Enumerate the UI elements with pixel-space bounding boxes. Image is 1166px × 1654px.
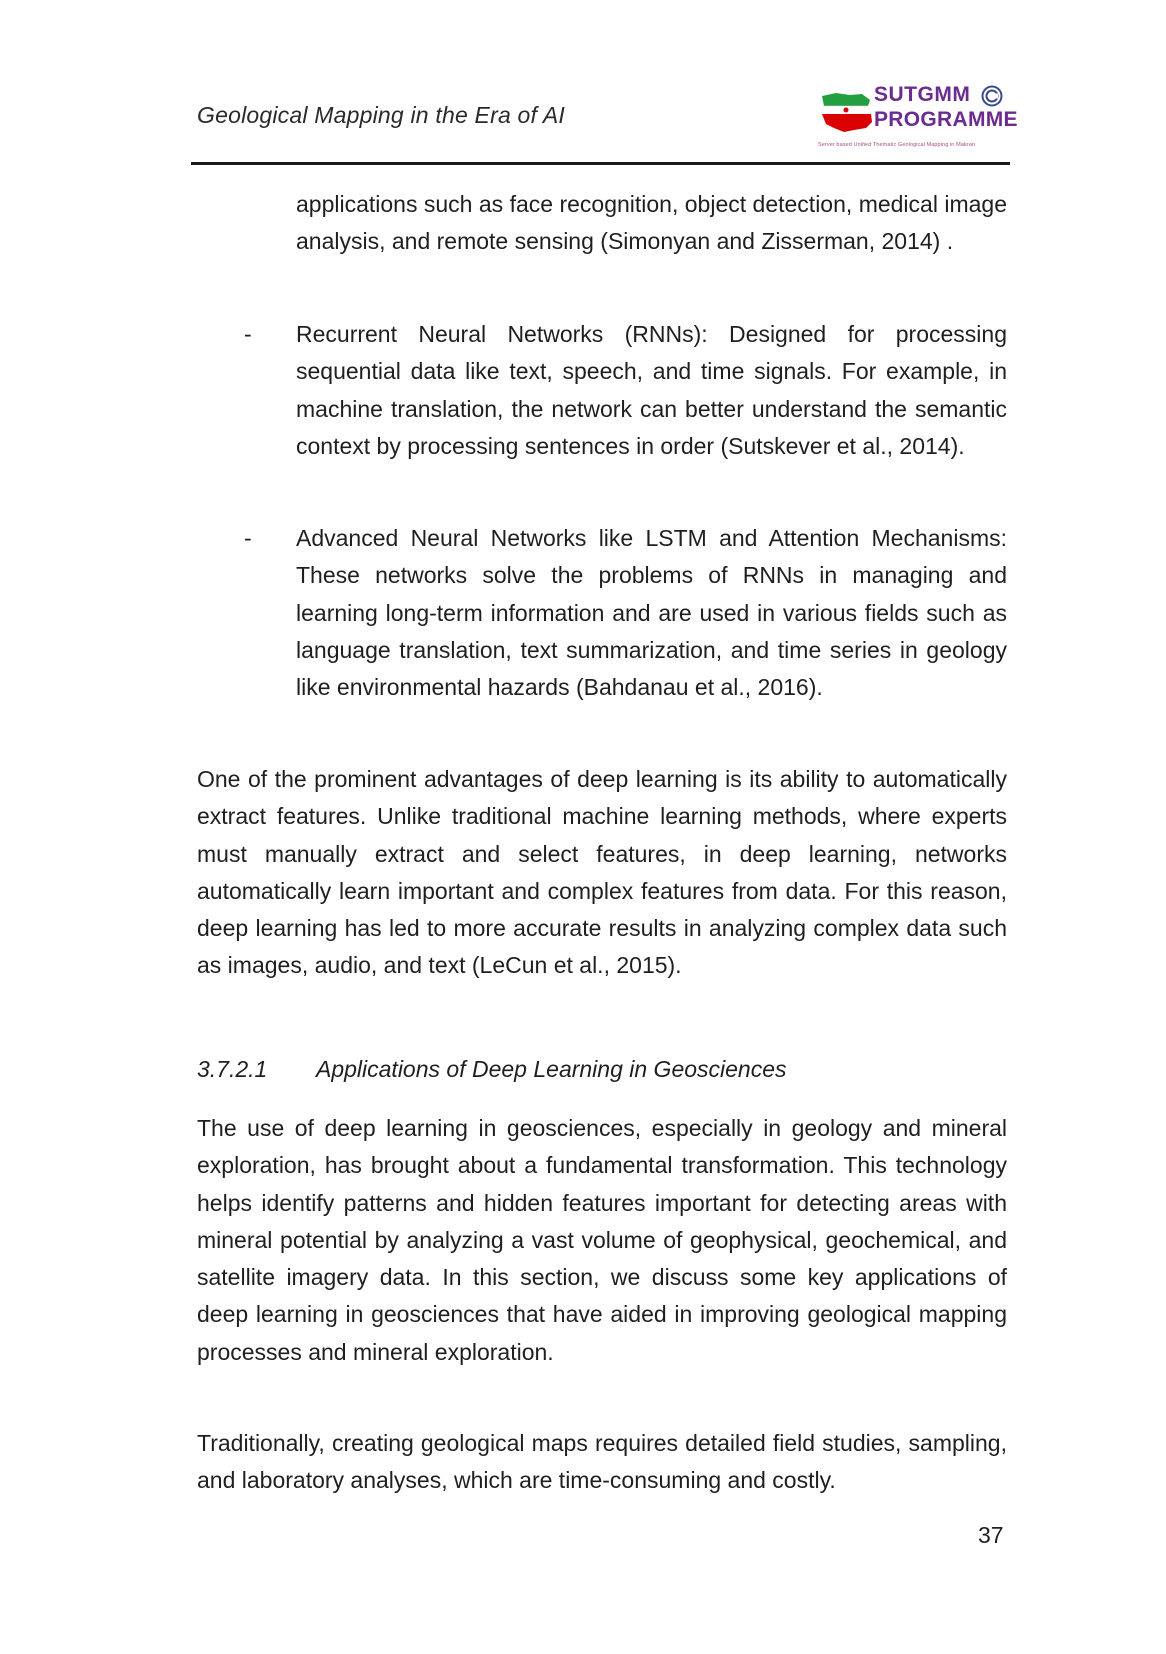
running-title: Geological Mapping in the Era of AI [197, 102, 565, 128]
iran-flag-map-icon [816, 90, 876, 134]
logo-title-line1: SUTGMM [874, 83, 971, 106]
paragraph-geosciences: The use of deep learning in geosciences, especially in geology and mineral exploration, has brought about a fundamental transformation. This technology helps identify patterns and hidden features important for detecting areas with mineral potential by analyzing a vast volume of geophysical, geochemical, and satellite imagery data. In this section, we discuss some key applications of deep learning in geosciences that have aided in improving geological mapping processes and mineral exploration. [197, 1115, 1007, 1365]
continuation-paragraph: applications such as face recognition, object detection, medical image analysis, and remote sensing (Simonyan and Zisserman, 2014) . [296, 191, 1007, 255]
bullet-marker: - [244, 525, 252, 551]
section-heading [197, 1054, 787, 1084]
bullet-item-lstm-attention: Advanced Neural Networks like LSTM and Attention Mechanisms: These networks solve the problems of RNNs in managing and learning long-term information and are used in various fields such as language translation, text summarization, and time series in geology like environmental hazards (Bahdanau et al., 2016). [296, 525, 1007, 701]
header-divider [191, 162, 1010, 165]
copyright-circle-icon [981, 85, 1003, 107]
paragraph-deep-learning-advantages: One of the prominent advantages of deep learning is its ability to automatically extract features. Unlike traditional machine learning methods, where experts must manually extract and select features, in deep learning, networks automatically learn important and complex features from data. For this reason, deep learning has led to more accurate results in analyzing complex data such as images, audio, and text (LeCun et al., 2015). [197, 766, 1007, 979]
bullet-marker: - [244, 321, 252, 347]
page-number: 37 [978, 1522, 1004, 1548]
bullet-item-rnn: Recurrent Neural Networks (RNNs): Designed for processing sequential data like text, speech, and time signals. For example, in machine translation, the network can better understand the semantic context by processing sentences in order (Sutskever et al., 2014). [296, 321, 1007, 459]
sutgmm-logo [816, 82, 1018, 156]
logo-subtitle: Server based Unified Thematic Geological Mapping in Makran [818, 142, 976, 148]
section-number: 3.7.2.1 [197, 1056, 268, 1082]
paragraph-traditional-mapping: Traditionally, creating geological maps requires detailed field studies, sampling, and laboratory analyses, which are time-consuming and costly. [197, 1430, 1007, 1494]
logo-title-line2: PROGRAMME [874, 108, 1018, 131]
section-title: Applications of Deep Learning in Geosciences [316, 1056, 787, 1082]
